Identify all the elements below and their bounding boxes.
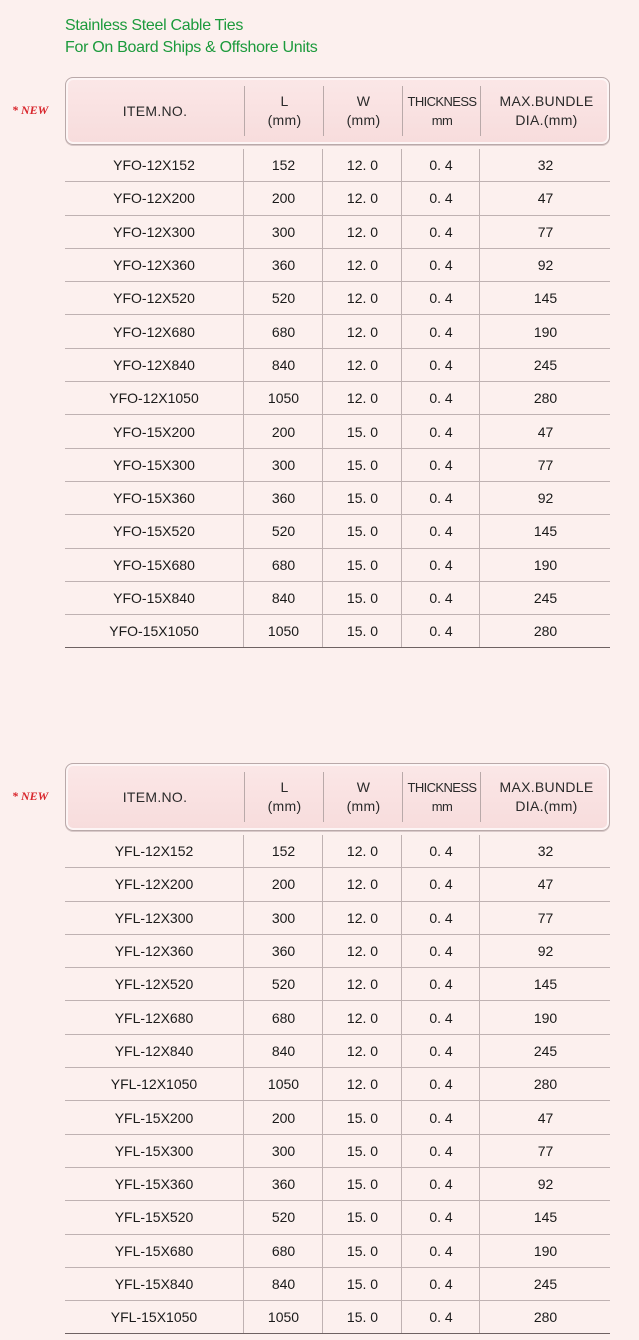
item-no-cell: YFO-12X1050 [109, 390, 199, 407]
max-bundle-cell: 245 [479, 582, 611, 614]
header-width: W (mm) [323, 772, 403, 822]
width-cell: 15. 0 [322, 1168, 402, 1200]
table-row [65, 1201, 610, 1234]
length-cell: 200 [243, 415, 323, 447]
length-cell: 1050 [243, 1301, 323, 1333]
length-cell: 1050 [243, 615, 323, 647]
width-cell: 15. 0 [322, 1235, 402, 1267]
length-cell: 520 [243, 968, 323, 1000]
table-row [65, 315, 610, 348]
length-cell: 840 [243, 349, 323, 381]
thickness-cell: 0. 4 [401, 1101, 480, 1133]
table-row [65, 1035, 610, 1068]
item-no-cell: YFL-15X300 [114, 1142, 194, 1159]
table-row [65, 1235, 610, 1268]
thickness-cell: 0. 4 [401, 1035, 480, 1067]
table-row [65, 349, 610, 382]
page-title-line-1: Stainless Steel Cable Ties [65, 17, 244, 34]
table-row [65, 249, 610, 282]
thickness-cell: 0. 4 [401, 1168, 480, 1200]
max-bundle-cell: 280 [479, 382, 611, 414]
length-cell: 840 [243, 582, 323, 614]
table-row [65, 382, 610, 415]
max-bundle-cell: 145 [479, 282, 611, 314]
max-bundle-cell: 92 [479, 249, 611, 281]
item-no-cell: YFL-12X840 [114, 1042, 194, 1059]
item-no-cell: YFO-15X1050 [109, 623, 199, 640]
table-row [65, 1135, 610, 1168]
width-cell: 12. 0 [322, 902, 402, 934]
length-cell: 200 [243, 1101, 323, 1133]
length-cell: 520 [243, 515, 323, 547]
item-no-cell: YFO-12X840 [113, 356, 195, 373]
width-cell: 15. 0 [322, 482, 402, 514]
table-header [65, 77, 610, 145]
item-no-cell: YFO-12X520 [113, 290, 195, 307]
length-cell: 300 [243, 1135, 323, 1167]
width-cell: 15. 0 [322, 1201, 402, 1233]
thickness-cell: 0. 4 [401, 1201, 480, 1233]
width-cell: 12. 0 [322, 1001, 402, 1033]
table-row [65, 549, 610, 582]
header-width: W (mm) [323, 86, 403, 136]
max-bundle-cell: 145 [479, 1201, 611, 1233]
thickness-cell: 0. 4 [401, 449, 480, 481]
item-no-cell: YFL-12X300 [114, 909, 194, 926]
length-cell: 840 [243, 1268, 323, 1300]
length-cell: 360 [243, 1168, 323, 1200]
table-row [65, 182, 610, 215]
table-header [65, 763, 610, 831]
thickness-cell: 0. 4 [401, 1301, 480, 1333]
table-row [65, 1268, 610, 1301]
table-row [65, 868, 610, 901]
table-row [65, 415, 610, 448]
max-bundle-cell: 190 [479, 315, 611, 347]
width-cell: 12. 0 [322, 149, 402, 181]
width-cell: 12. 0 [322, 216, 402, 248]
table-row [65, 835, 610, 868]
max-bundle-cell: 92 [479, 935, 611, 967]
width-cell: 12. 0 [322, 382, 402, 414]
length-cell: 1050 [243, 382, 323, 414]
item-no-cell: YFL-12X360 [114, 943, 194, 960]
item-no-cell: YFL-15X200 [114, 1109, 194, 1126]
item-no-cell: YFL-12X520 [114, 976, 194, 993]
spec-table-yfl [65, 763, 610, 1334]
thickness-cell: 0. 4 [401, 515, 480, 547]
max-bundle-cell: 92 [479, 1168, 611, 1200]
max-bundle-cell: 190 [479, 1235, 611, 1267]
table-body [65, 149, 610, 648]
header-thickness: THICKNESS mm [402, 86, 481, 136]
max-bundle-cell: 280 [479, 1068, 611, 1100]
thickness-cell: 0. 4 [401, 1235, 480, 1267]
max-bundle-cell: 77 [479, 449, 611, 481]
table-row [65, 149, 610, 182]
length-cell: 152 [243, 149, 323, 181]
max-bundle-cell: 245 [479, 349, 611, 381]
table-row [65, 216, 610, 249]
width-cell: 15. 0 [322, 449, 402, 481]
width-cell: 12. 0 [322, 349, 402, 381]
thickness-cell: 0. 4 [401, 349, 480, 381]
max-bundle-cell: 32 [479, 149, 611, 181]
width-cell: 12. 0 [322, 315, 402, 347]
item-no-cell: YFL-15X520 [114, 1209, 194, 1226]
length-cell: 360 [243, 482, 323, 514]
thickness-cell: 0. 4 [401, 835, 480, 867]
table-row [65, 449, 610, 482]
table-row [65, 1068, 610, 1101]
max-bundle-cell: 190 [479, 1001, 611, 1033]
thickness-cell: 0. 4 [401, 182, 480, 214]
item-no-cell: YFO-12X680 [113, 323, 195, 340]
page-title [65, 15, 317, 59]
table-row [65, 968, 610, 1001]
max-bundle-cell: 280 [479, 1301, 611, 1333]
header-length: L (mm) [244, 772, 324, 822]
table-row [65, 282, 610, 315]
table-row [65, 1301, 610, 1334]
thickness-cell: 0. 4 [401, 282, 480, 314]
length-cell: 680 [243, 549, 323, 581]
max-bundle-cell: 77 [479, 902, 611, 934]
max-bundle-cell: 77 [479, 1135, 611, 1167]
table-row [65, 515, 610, 548]
item-no-cell: YFO-12X300 [113, 223, 195, 240]
width-cell: 15. 0 [322, 1101, 402, 1133]
table-row [65, 1101, 610, 1134]
width-cell: 12. 0 [322, 835, 402, 867]
length-cell: 152 [243, 835, 323, 867]
table-body [65, 835, 610, 1334]
header-item-no: ITEM.NO. [122, 102, 188, 119]
header-length: L (mm) [244, 86, 324, 136]
table-row [65, 482, 610, 515]
new-label: * NEW [12, 103, 49, 117]
thickness-cell: 0. 4 [401, 315, 480, 347]
length-cell: 300 [243, 216, 323, 248]
header-item-no: ITEM.NO. [122, 788, 188, 805]
item-no-cell: YFO-12X152 [113, 157, 195, 174]
length-cell: 680 [243, 315, 323, 347]
header-max-bundle: MAX.BUNDLE DIA.(mm) [480, 86, 612, 136]
item-no-cell: YFL-15X1050 [110, 1309, 198, 1326]
width-cell: 15. 0 [322, 515, 402, 547]
length-cell: 300 [243, 902, 323, 934]
item-no-cell: YFO-12X200 [113, 190, 195, 207]
header-max-bundle: MAX.BUNDLE DIA.(mm) [480, 772, 612, 822]
max-bundle-cell: 280 [479, 615, 611, 647]
thickness-cell: 0. 4 [401, 249, 480, 281]
length-cell: 680 [243, 1001, 323, 1033]
item-no-cell: YFO-15X840 [113, 590, 195, 606]
max-bundle-cell: 77 [479, 216, 611, 248]
thickness-cell: 0. 4 [401, 868, 480, 900]
length-cell: 520 [243, 1201, 323, 1233]
length-cell: 360 [243, 935, 323, 967]
max-bundle-cell: 92 [479, 482, 611, 514]
item-no-cell: YFL-15X840 [114, 1276, 194, 1292]
max-bundle-cell: 47 [479, 1101, 611, 1133]
table-row [65, 902, 610, 935]
item-no-cell: YFO-15X520 [113, 523, 195, 540]
max-bundle-cell: 245 [479, 1268, 611, 1300]
width-cell: 12. 0 [322, 282, 402, 314]
max-bundle-cell: 145 [479, 968, 611, 1000]
width-cell: 12. 0 [322, 935, 402, 967]
length-cell: 200 [243, 182, 323, 214]
item-no-cell: YFL-12X1050 [110, 1076, 198, 1093]
new-label: * NEW [12, 789, 49, 803]
width-cell: 12. 0 [322, 249, 402, 281]
table-row [65, 935, 610, 968]
item-no-cell: YFL-15X680 [114, 1242, 194, 1259]
length-cell: 1050 [243, 1068, 323, 1100]
width-cell: 12. 0 [322, 968, 402, 1000]
item-no-cell: YFO-12X360 [113, 257, 195, 274]
thickness-cell: 0. 4 [401, 149, 480, 181]
thickness-cell: 0. 4 [401, 549, 480, 581]
spec-table-yfo [65, 77, 610, 648]
item-no-cell: YFL-12X200 [114, 876, 194, 893]
max-bundle-cell: 245 [479, 1035, 611, 1067]
thickness-cell: 0. 4 [401, 1001, 480, 1033]
length-cell: 360 [243, 249, 323, 281]
width-cell: 15. 0 [322, 615, 402, 647]
max-bundle-cell: 32 [479, 835, 611, 867]
width-cell: 15. 0 [322, 1268, 402, 1300]
length-cell: 520 [243, 282, 323, 314]
thickness-cell: 0. 4 [401, 902, 480, 934]
width-cell: 15. 0 [322, 549, 402, 581]
width-cell: 15. 0 [322, 1135, 402, 1167]
thickness-cell: 0. 4 [401, 582, 480, 614]
thickness-cell: 0. 4 [401, 968, 480, 1000]
width-cell: 15. 0 [322, 415, 402, 447]
thickness-cell: 0. 4 [401, 1068, 480, 1100]
length-cell: 200 [243, 868, 323, 900]
page-title-line-2: For On Board Ships & Offshore Units [65, 39, 318, 56]
item-no-cell: YFO-15X200 [113, 423, 195, 440]
max-bundle-cell: 190 [479, 549, 611, 581]
thickness-cell: 0. 4 [401, 1268, 480, 1300]
thickness-cell: 0. 4 [401, 1135, 480, 1167]
width-cell: 15. 0 [322, 1301, 402, 1333]
thickness-cell: 0. 4 [401, 935, 480, 967]
thickness-cell: 0. 4 [401, 482, 480, 514]
table-row [65, 615, 610, 648]
width-cell: 15. 0 [322, 582, 402, 614]
header-thickness: THICKNESS mm [402, 772, 481, 822]
item-no-cell: YFO-15X680 [113, 556, 195, 573]
table-row [65, 1168, 610, 1201]
width-cell: 12. 0 [322, 1068, 402, 1100]
length-cell: 680 [243, 1235, 323, 1267]
thickness-cell: 0. 4 [401, 415, 480, 447]
thickness-cell: 0. 4 [401, 216, 480, 248]
thickness-cell: 0. 4 [401, 382, 480, 414]
max-bundle-cell: 47 [479, 415, 611, 447]
item-no-cell: YFL-12X680 [114, 1009, 194, 1026]
max-bundle-cell: 145 [479, 515, 611, 547]
length-cell: 300 [243, 449, 323, 481]
thickness-cell: 0. 4 [401, 615, 480, 647]
item-no-cell: YFL-12X152 [114, 843, 194, 860]
table-row [65, 1001, 610, 1034]
max-bundle-cell: 47 [479, 182, 611, 214]
length-cell: 840 [243, 1035, 323, 1067]
width-cell: 12. 0 [322, 868, 402, 900]
max-bundle-cell: 47 [479, 868, 611, 900]
width-cell: 12. 0 [322, 1035, 402, 1067]
item-no-cell: YFO-15X360 [113, 490, 195, 507]
item-no-cell: YFL-15X360 [114, 1176, 194, 1193]
table-row [65, 582, 610, 615]
item-no-cell: YFO-15X300 [113, 456, 195, 473]
width-cell: 12. 0 [322, 182, 402, 214]
